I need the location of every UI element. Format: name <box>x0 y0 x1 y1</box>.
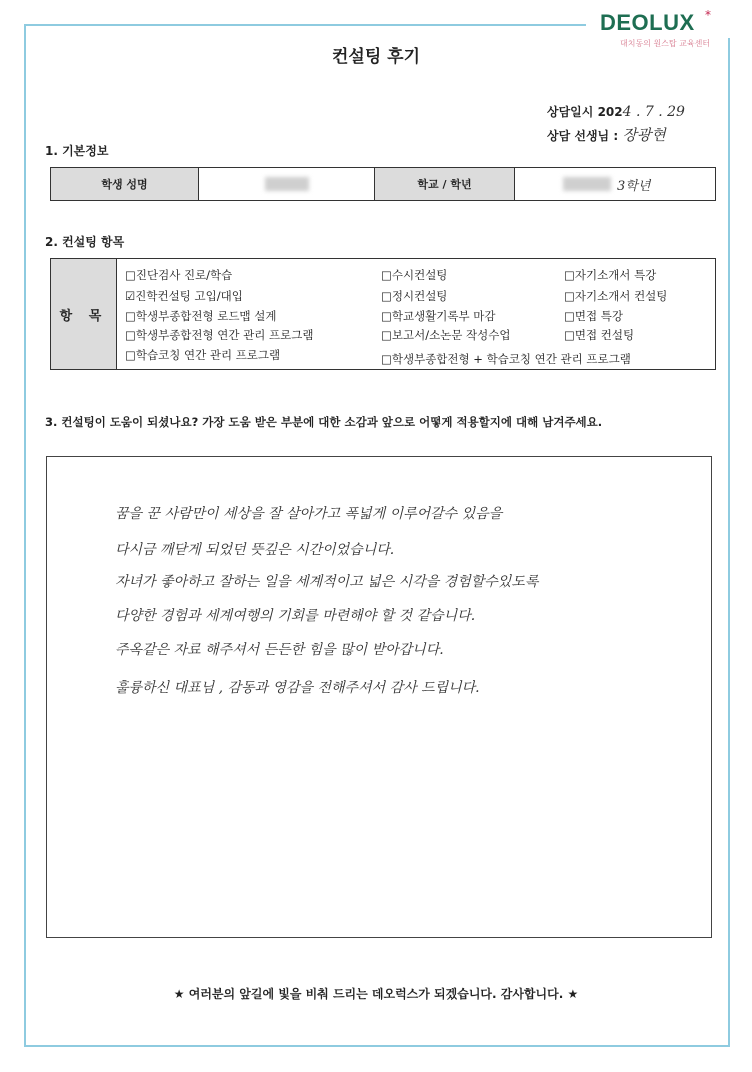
answer-line-6: 훌륭하신 대표님 , 감동과 영감을 전해주셔서 감사 드립니다. <box>115 680 480 696</box>
brand-logo: DEOLUX <box>600 10 695 35</box>
grade-handwritten: 3학년 <box>617 178 651 194</box>
option-report-class: □보고서/소논문 작성수업 <box>381 328 511 342</box>
footer-message: ★ 여러분의 앞길에 빛을 비춰 드리는 데오럭스가 되겠습니다. 감사합니다. ★ <box>173 987 579 1001</box>
school-grade-label: 학교 / 학년 <box>375 168 515 200</box>
consult-date <box>547 103 685 120</box>
teacher-handwritten: 장광현 <box>622 126 666 144</box>
option-admission: ☑진학컨설팅 고입/대입 <box>125 289 243 303</box>
teacher-label: 상담 선생님 : <box>547 129 619 143</box>
option-annual-record: □학생부종합전형 연간 관리 프로그램 <box>125 328 314 342</box>
student-name-label: 학생 성명 <box>51 168 199 200</box>
option-interview-consulting: □면접 컨설팅 <box>564 328 635 342</box>
section1-heading: 1. 기본정보 <box>45 144 109 158</box>
brand-star-icon: * <box>705 8 711 22</box>
answer-line-2: 다시금 깨닫게 되었던 뜻깊은 시간이었습니다. <box>115 542 395 558</box>
option-essay-consulting: □자기소개서 컨설팅 <box>564 289 668 303</box>
answer-line-5: 주옥같은 자료 해주셔서 든든한 힘을 많이 받아갑니다. <box>115 642 444 658</box>
redacted-school <box>563 177 611 191</box>
answer-line-3: 자녀가 좋아하고 잘하는 일을 세계적이고 넓은 시각을 경험할수있도록 <box>115 574 539 590</box>
option-interview-lecture: □면접 특강 <box>564 309 623 323</box>
option-diagnosis: □진단검사 진로/학습 <box>125 268 233 282</box>
section3-question: 3. 컨설팅이 도움이 되셨나요? 가장 도움 받은 부분에 대한 소감과 앞으로 어떻게 적용할지에 대해 남겨주세요. <box>45 415 603 429</box>
option-susi: □수시컨설팅 <box>381 268 448 282</box>
answer-line-4: 다양한 경험과 세계여행의 기회를 마련해야 할 것 같습니다. <box>115 608 476 624</box>
date-printed: 202 <box>597 105 623 119</box>
option-roadmap: □학생부종합전형 로드맵 설계 <box>125 309 277 323</box>
items-label: 항 목 <box>51 259 117 369</box>
redacted-name <box>265 177 309 191</box>
school-grade-value <box>515 168 715 200</box>
option-record-closing: □학교생활기록부 마감 <box>381 309 496 323</box>
answer-line-1: 꿈을 꾼 사람만이 세상을 잘 살아가고 폭넓게 이루어갈수 있음을 <box>115 506 503 522</box>
option-combined-program: □학생부종합전형 + 학습코칭 연간 관리 프로그램 <box>381 352 631 366</box>
date-handwritten: 4 . 7 . 29 <box>622 104 685 120</box>
option-essay-lecture: □자기소개서 특강 <box>564 268 657 282</box>
answer-box <box>46 456 712 938</box>
basic-info-table <box>50 167 716 201</box>
consult-teacher <box>547 124 666 145</box>
option-study-coaching: □학습코칭 연간 관리 프로그램 <box>125 348 281 362</box>
student-name-value <box>199 168 375 200</box>
option-jeongsi: □정시컨설팅 <box>381 289 448 303</box>
section2-heading: 2. 컨설팅 항목 <box>45 235 125 249</box>
brand-tagline: 대치동의 원스탑 교육센터 <box>620 39 711 48</box>
date-label: 상담일시 <box>547 105 594 119</box>
consulting-items-box <box>50 258 716 370</box>
page-title: 컨설팅 후기 <box>331 47 421 67</box>
